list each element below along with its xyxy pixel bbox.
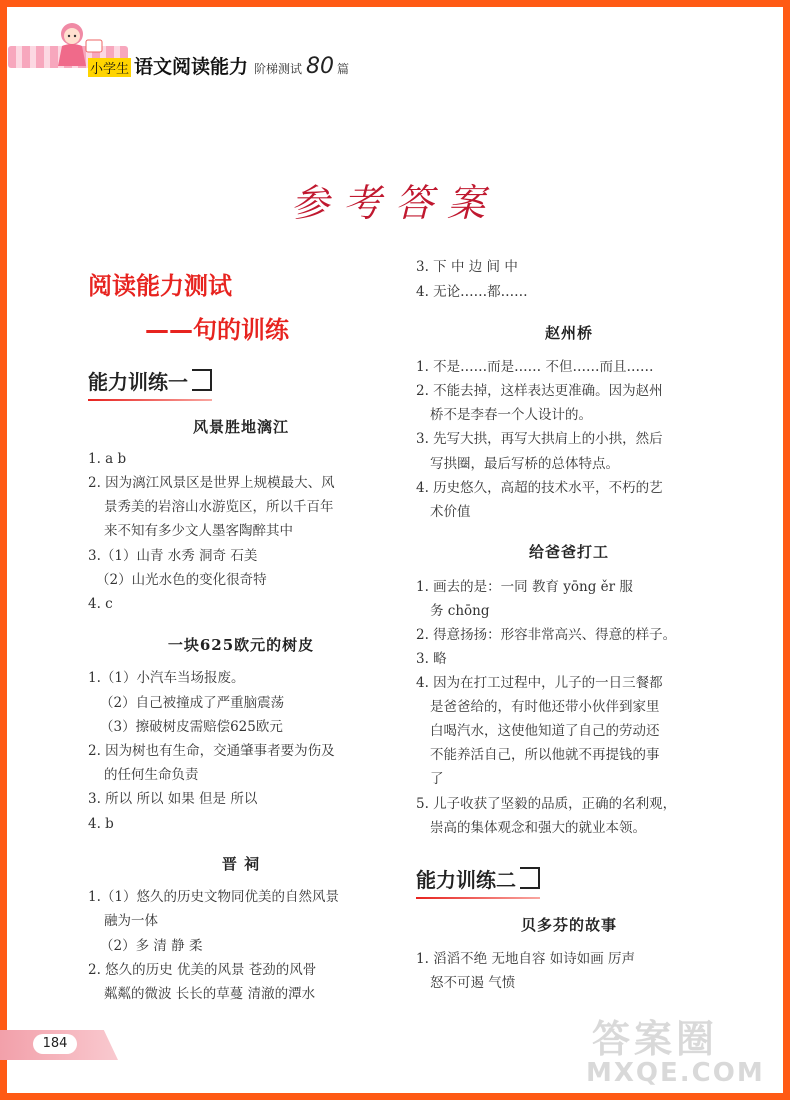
answer-line: 5. 儿子收获了坚毅的品质，正确的名利观，	[416, 796, 677, 812]
header-part-2: 语文阅读能力	[134, 56, 249, 78]
answer-line: 了	[430, 771, 444, 787]
header-part-1: 小学生	[88, 58, 131, 77]
answer-line: 3. 略	[416, 651, 447, 667]
answer-line: 3. 先写大拱，再写大拱肩上的小拱，然后	[416, 431, 663, 447]
answer-line: 4. c	[88, 596, 113, 612]
answer-line: 1. 画去的是：一同 教育 yōng ěr 服	[416, 579, 633, 595]
answer-line: 2. 因为树也有生命，交通肇事者要为伤及	[88, 743, 335, 759]
story-title-zhaozhou-bridge: 赵州桥	[544, 324, 593, 342]
answer-line: 3.（1）山青 水秀 洞奇 石美	[88, 548, 258, 564]
header-part-3: 阶梯测试	[254, 62, 303, 76]
answer-line: 2. 不能去掉，这样表达更准确。因为赵州	[416, 383, 663, 399]
bracket-icon	[192, 369, 212, 391]
answer-line: 2. 得意扬扬：形容非常高兴、得意的样子。	[416, 627, 677, 643]
answer-line: 景秀美的岩溶山水游览区，所以千百年	[104, 499, 334, 515]
answer-line: 白喝汽水，这使他知道了自己的劳动还	[430, 723, 660, 739]
header-part-4: 80	[306, 54, 335, 79]
answer-line: 不能养活自己，所以他就不再提钱的事	[430, 747, 660, 763]
page-number: 184	[33, 1034, 77, 1054]
answer-line: 2. 因为漓江风景区是世界上规模最大、风	[88, 475, 335, 491]
answer-line: 3. 所以 所以 如果 但是 所以	[88, 791, 258, 807]
answer-line: 1.（1）悠久的历史文物同优美的自然风景	[88, 889, 339, 905]
answer-line: （2）多 清 静 柔	[100, 938, 203, 954]
watermark	[582, 1008, 765, 1092]
answer-line: 写拱圈，最后写桥的总体特点。	[430, 456, 619, 472]
answer-line: 3. 下 中 边 间 中	[416, 259, 518, 275]
answer-line: 桥不是李春一个人设计的。	[430, 407, 592, 423]
story-title-bark: 一块625欧元的树皮	[167, 636, 315, 654]
story-title-beethoven: 贝多芬的故事	[520, 916, 617, 934]
story-title-work-for-dad: 给爸爸打工	[528, 543, 609, 561]
answer-line: 的任何生命负责	[104, 767, 199, 783]
answer-line: 2. 悠久的历史 优美的风景 苍劲的风骨	[88, 962, 317, 978]
watermark-line-1: 答案圈	[592, 1017, 719, 1061]
answer-line: 1. a b	[88, 451, 127, 467]
answer-line: （2）山光水色的变化很奇特	[96, 572, 267, 588]
section-title-line1: 阅读能力测试	[88, 272, 232, 300]
category-heading-1-label: 能力训练一	[88, 370, 188, 394]
answer-line: （2）自己被撞成了严重脑震荡	[100, 695, 285, 711]
book-header	[8, 12, 428, 87]
answer-line: 1.（1）小汽车当场报废。	[88, 670, 245, 686]
story-title-jinci: 晋 祠	[221, 855, 261, 873]
answer-line: 1. 不是……而是…… 不但……而且……	[416, 359, 654, 375]
answer-line: 是爸爸给的，有时他还带小伙伴到家里	[430, 699, 660, 715]
bracket-icon	[520, 867, 540, 889]
answer-line: 4. b	[88, 816, 114, 832]
page-title: 参考答案	[290, 181, 499, 225]
answer-line: 怒不可遏 气愤	[430, 975, 516, 991]
answer-line: 4. 因为在打工过程中，儿子的一日三餐都	[416, 675, 663, 691]
category-heading-2-label: 能力训练二	[416, 868, 516, 892]
answer-line: 融为一体	[104, 913, 158, 929]
header-part-5: 篇	[337, 62, 350, 76]
story-title-lijiang: 风景胜地漓江	[192, 418, 289, 436]
watermark-line-2: MXQE.COM	[586, 1058, 765, 1088]
answer-line: 4. 无论……都……	[416, 284, 528, 300]
answer-line: 务 chōng	[430, 603, 490, 619]
answer-line: 4. 历史悠久，高超的技术水平，不朽的艺	[416, 480, 663, 496]
book-series-title	[88, 52, 349, 79]
answer-line: 粼粼的微波 长长的草蔓 清澈的潭水	[104, 986, 316, 1002]
answer-line: （3）擦破树皮需赔偿625欧元	[100, 719, 283, 735]
answer-line: 崇高的集体观念和强大的就业本领。	[430, 820, 646, 836]
category-heading-1	[88, 366, 212, 397]
answer-line: 来不知有多少文人墨客陶醉其中	[104, 523, 293, 539]
category-heading-2	[416, 864, 540, 895]
answer-line: 术价值	[430, 504, 471, 520]
answer-line: 1. 滔滔不绝 无地自容 如诗如画 厉声	[416, 951, 636, 967]
section-title-line2: ——句的训练	[145, 316, 289, 344]
